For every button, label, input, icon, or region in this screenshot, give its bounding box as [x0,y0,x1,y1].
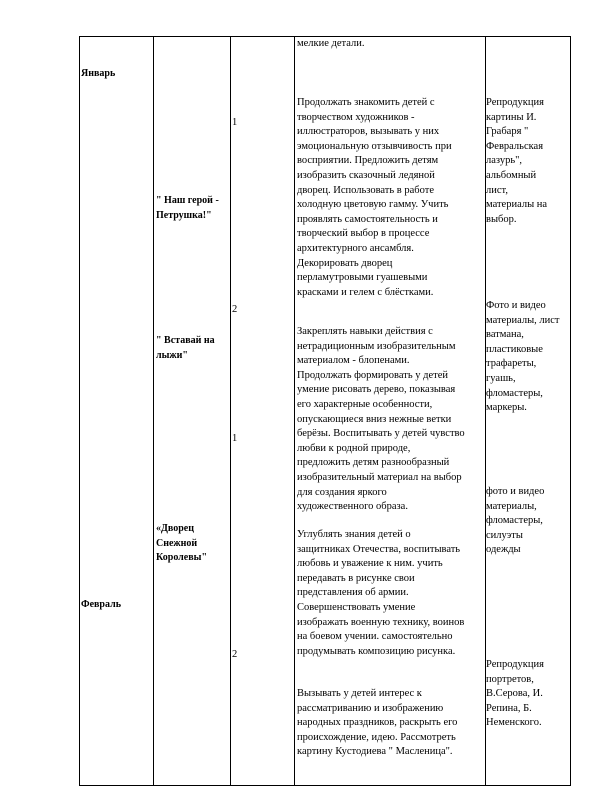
table-divider-col1 [153,36,154,786]
content-army: Углублять знания детей о защитниках Отечества, воспитывать любовь и уважение к ним. учить передавать в рисунке свои представления об армии. Совершенствовать умение изображать военную технику, воинов на боевом учении. самостоятельно продумывать композицию рисунка. [297,529,465,657]
topic-hero: " Наш герой - Петрушка!" [156,195,219,221]
content-birch: Закреплять навыки действия с нетрадиционным изобразительным материалом - блопенами. Продолжать формировать у детей умение рисовать дерево, показывая его характерные особенности, опускающиеся вниз нежные ветки берёзы. Воспитывать у детей чувство любви к родной природе, предложить детям разнообразный изобразительный материал на выбор для создания яркого художественного образа. [297,326,465,513]
table-border-right [570,36,571,786]
topic-skis: " Вставай на лыжи" [156,335,215,361]
materials-reproduction-grabar: Репродукция картины И. Грабаря " Февральская лазурь", альбомный лист, материалы на выбор. [486,97,548,225]
week-number: 1 [232,117,238,128]
table-border-bottom [79,785,571,786]
week-number: 2 [232,649,238,660]
week-number: 2 [232,304,238,315]
content-maslenitsa: Вызывать у детей интерес к рассматриванию и изображению народных праздников, раскрыть его происхождение, идею. Рассмотреть картину Кустодиева " Масленица". [297,688,458,758]
table-border-left [79,36,80,786]
month-february: Февраль [81,599,121,610]
month-january: Январь [81,68,116,79]
table-divider-col3 [294,36,295,786]
materials-portraits: Репродукция портретов, В.Серова, И. Репина, Б. Неменского. [486,659,544,729]
table-divider-col2 [230,36,231,786]
content-top-fragment: мелкие детали. [297,38,365,49]
content-palace: Продолжать знакомить детей с творчеством художников - иллюстраторов, вызывать у них эмоциональную отзывчивость при восприятии. Предложить детям изобразить сказочный ледяной дворец. Использовать в работе холодную цветовую гамму. Учить проявлять самостоятельность и творческий выбор в процессе архитектурного ансамбля. Декорировать дворец перламутровыми гуашевыми красками и гелем с блёстками. [297,97,452,298]
materials-silhouettes: фото и видео материалы, фломастеры, силуэты одежды [486,486,545,556]
topic-palace: «Дворец Снежной Королевы" [156,523,207,564]
week-number: 1 [232,433,238,444]
materials-photo-video: Фото и видео материалы, лист ватмана, пластиковые трафареты, гуашь, фломастеры, маркеры. [486,300,560,414]
